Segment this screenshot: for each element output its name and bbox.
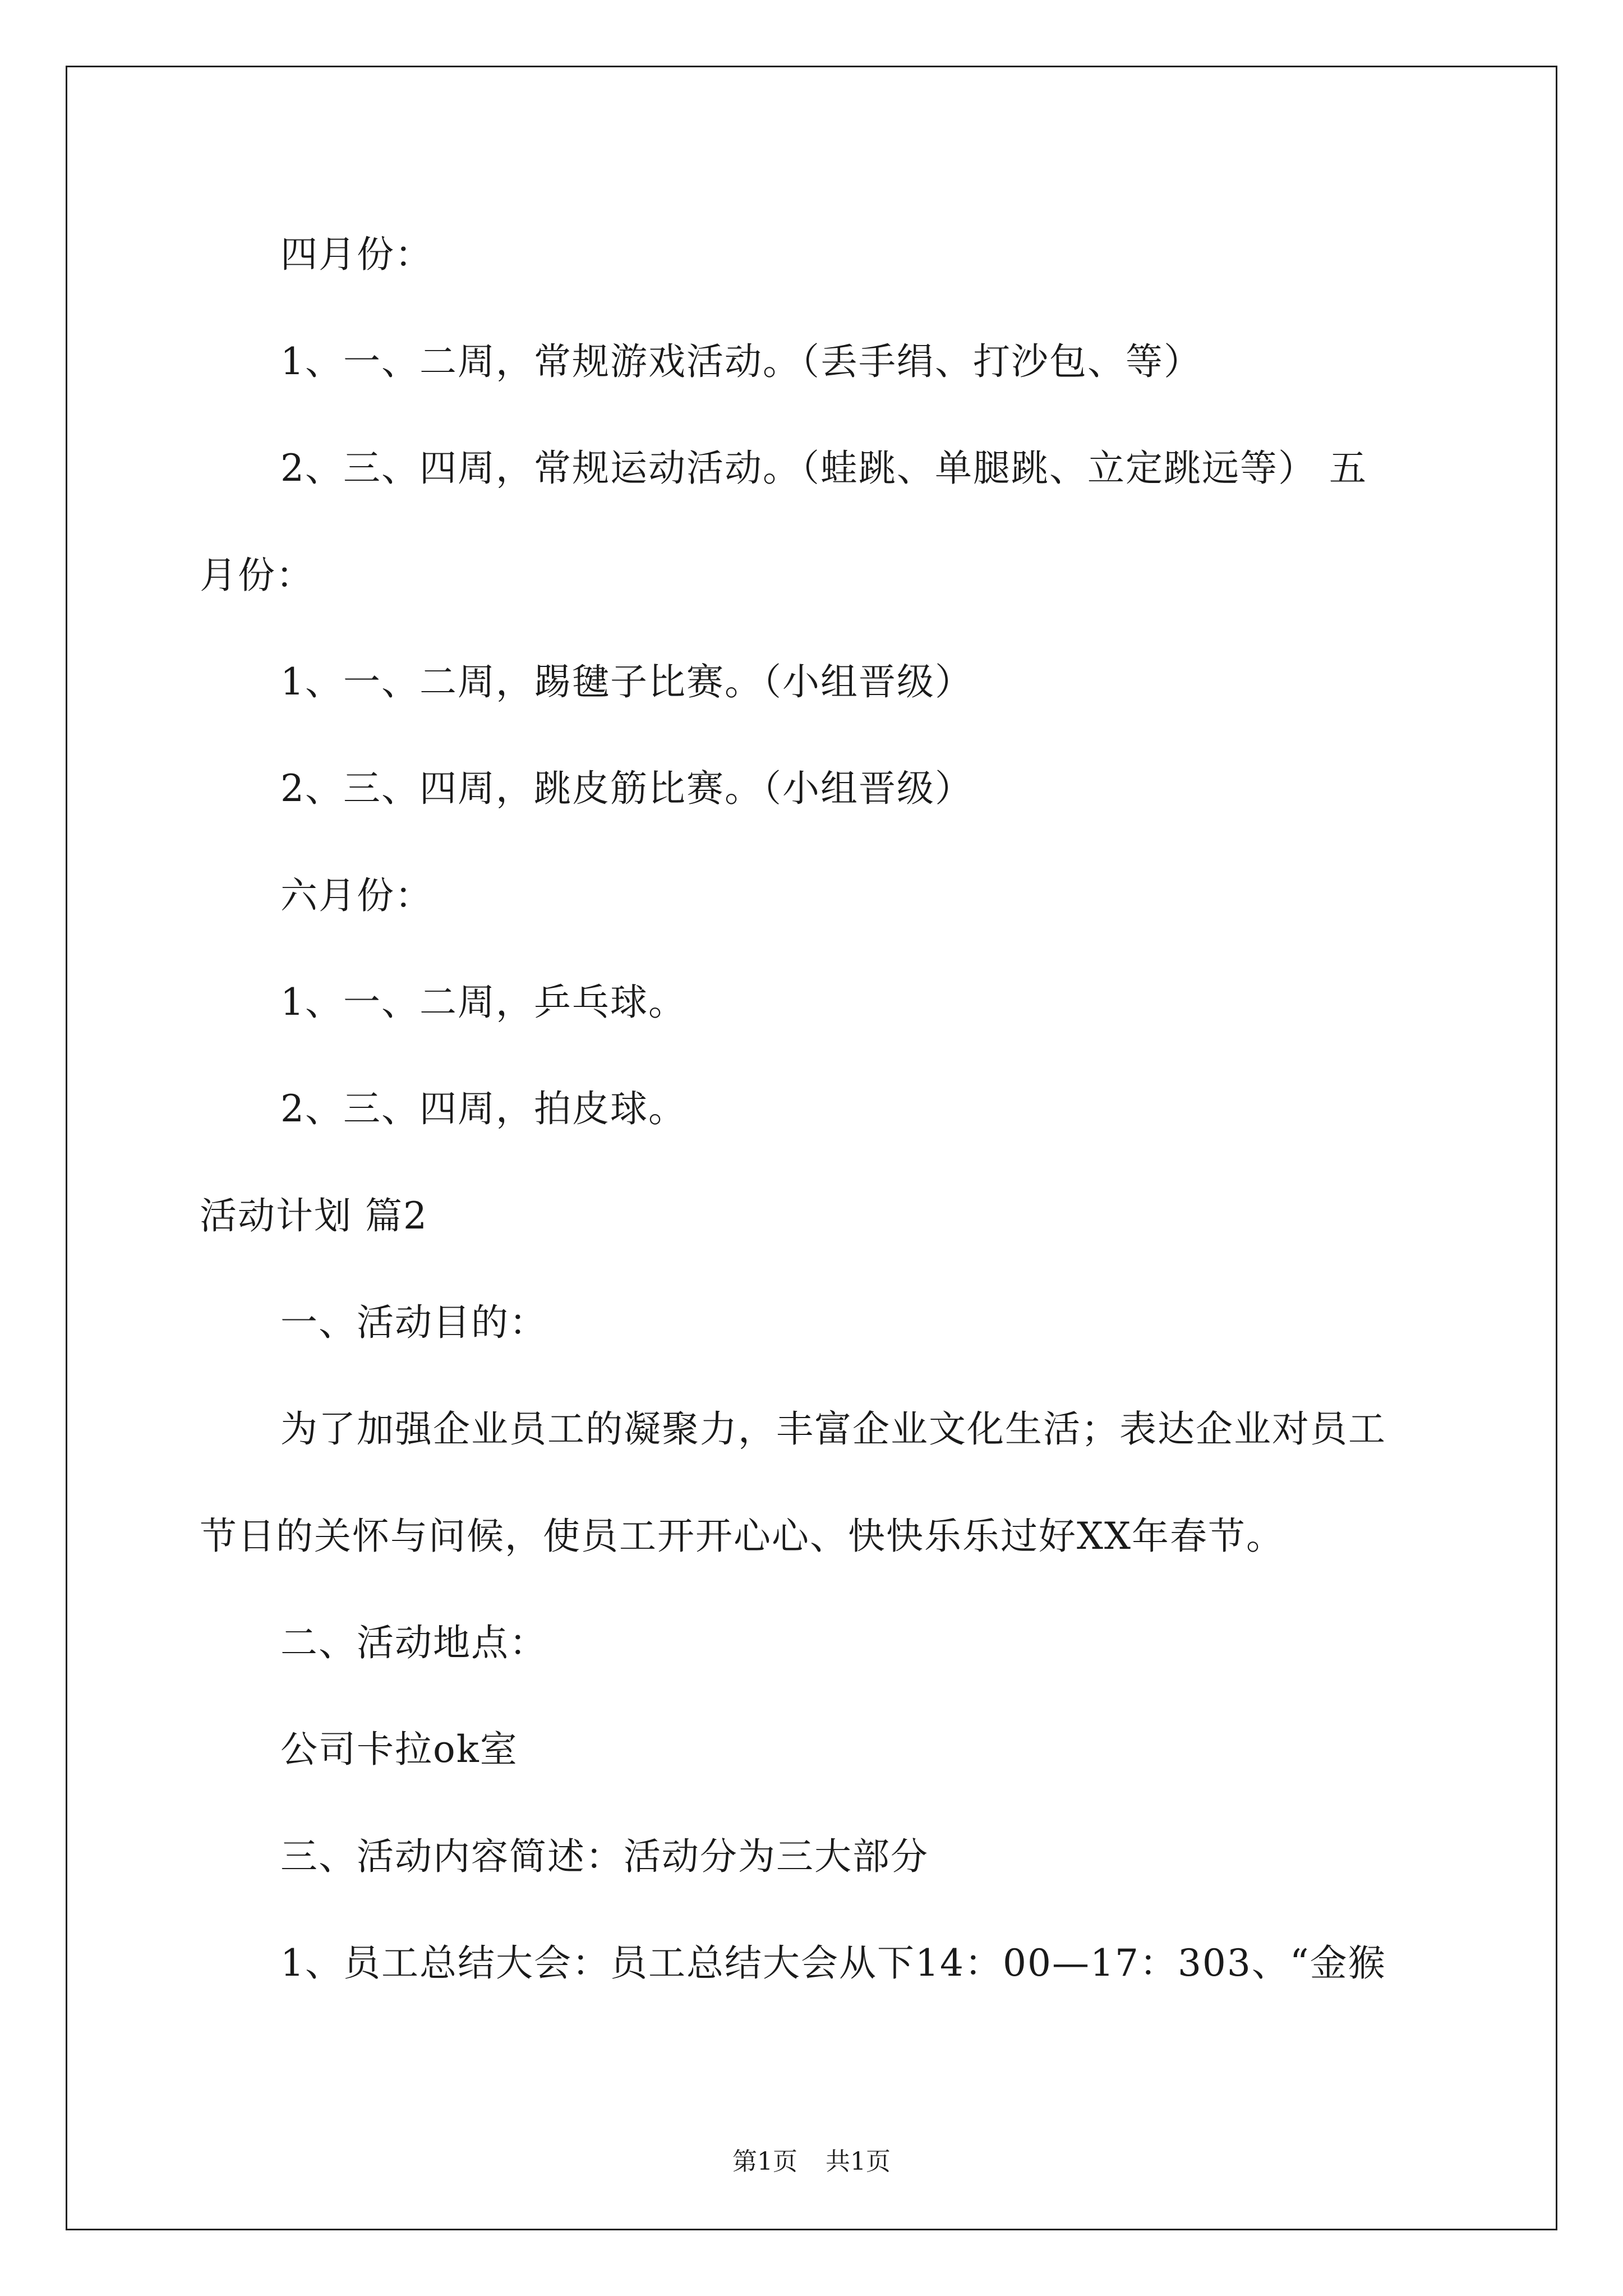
may-heading: 月份：: [200, 554, 314, 597]
april-item-1: 1、一、二周，常规游戏活动。（丢手绢、打沙包、等）: [280, 340, 1202, 383]
page-number: 第1页: [732, 2147, 797, 2176]
page-footer: [0, 2146, 1623, 2178]
may-item-2: 2、三、四周，跳皮筋比赛。（小组晋级）: [280, 767, 973, 810]
page-total: 共1页: [826, 2147, 891, 2176]
june-heading: 六月份：: [280, 874, 433, 917]
april-item-2: 2、三、四周，常规运动活动。（蛙跳、单腿跳、立定跳远等） 五: [280, 447, 1367, 490]
location-heading: 二、活动地点：: [280, 1621, 547, 1664]
purpose-heading: 一、活动目的：: [280, 1301, 547, 1344]
content-item-1: 1、员工总结大会：员工总结大会从下14：00—17：303、“金猴: [280, 1941, 1386, 1985]
location-text: 公司卡拉ok室: [280, 1728, 518, 1771]
april-heading: 四月份：: [280, 233, 433, 276]
content-heading: 三、活动内容简述：活动分为三大部分: [280, 1835, 929, 1878]
purpose-text-line-1: 为了加强企业员工的凝聚力，丰富企业文化生活；表达企业对员工: [280, 1407, 1386, 1451]
june-item-2: 2、三、四周，拍皮球。: [280, 1087, 686, 1130]
may-item-1: 1、一、二周，踢毽子比赛。（小组晋级）: [280, 660, 973, 703]
june-item-1: 1、一、二周，乒乓球。: [280, 981, 686, 1024]
purpose-text-line-2: 节日的关怀与问候，使员工开开心心、快快乐乐过好XX年春节。: [200, 1515, 1284, 1558]
page-border: [66, 66, 1557, 2230]
section-title: 活动计划 篇2: [200, 1194, 428, 1237]
